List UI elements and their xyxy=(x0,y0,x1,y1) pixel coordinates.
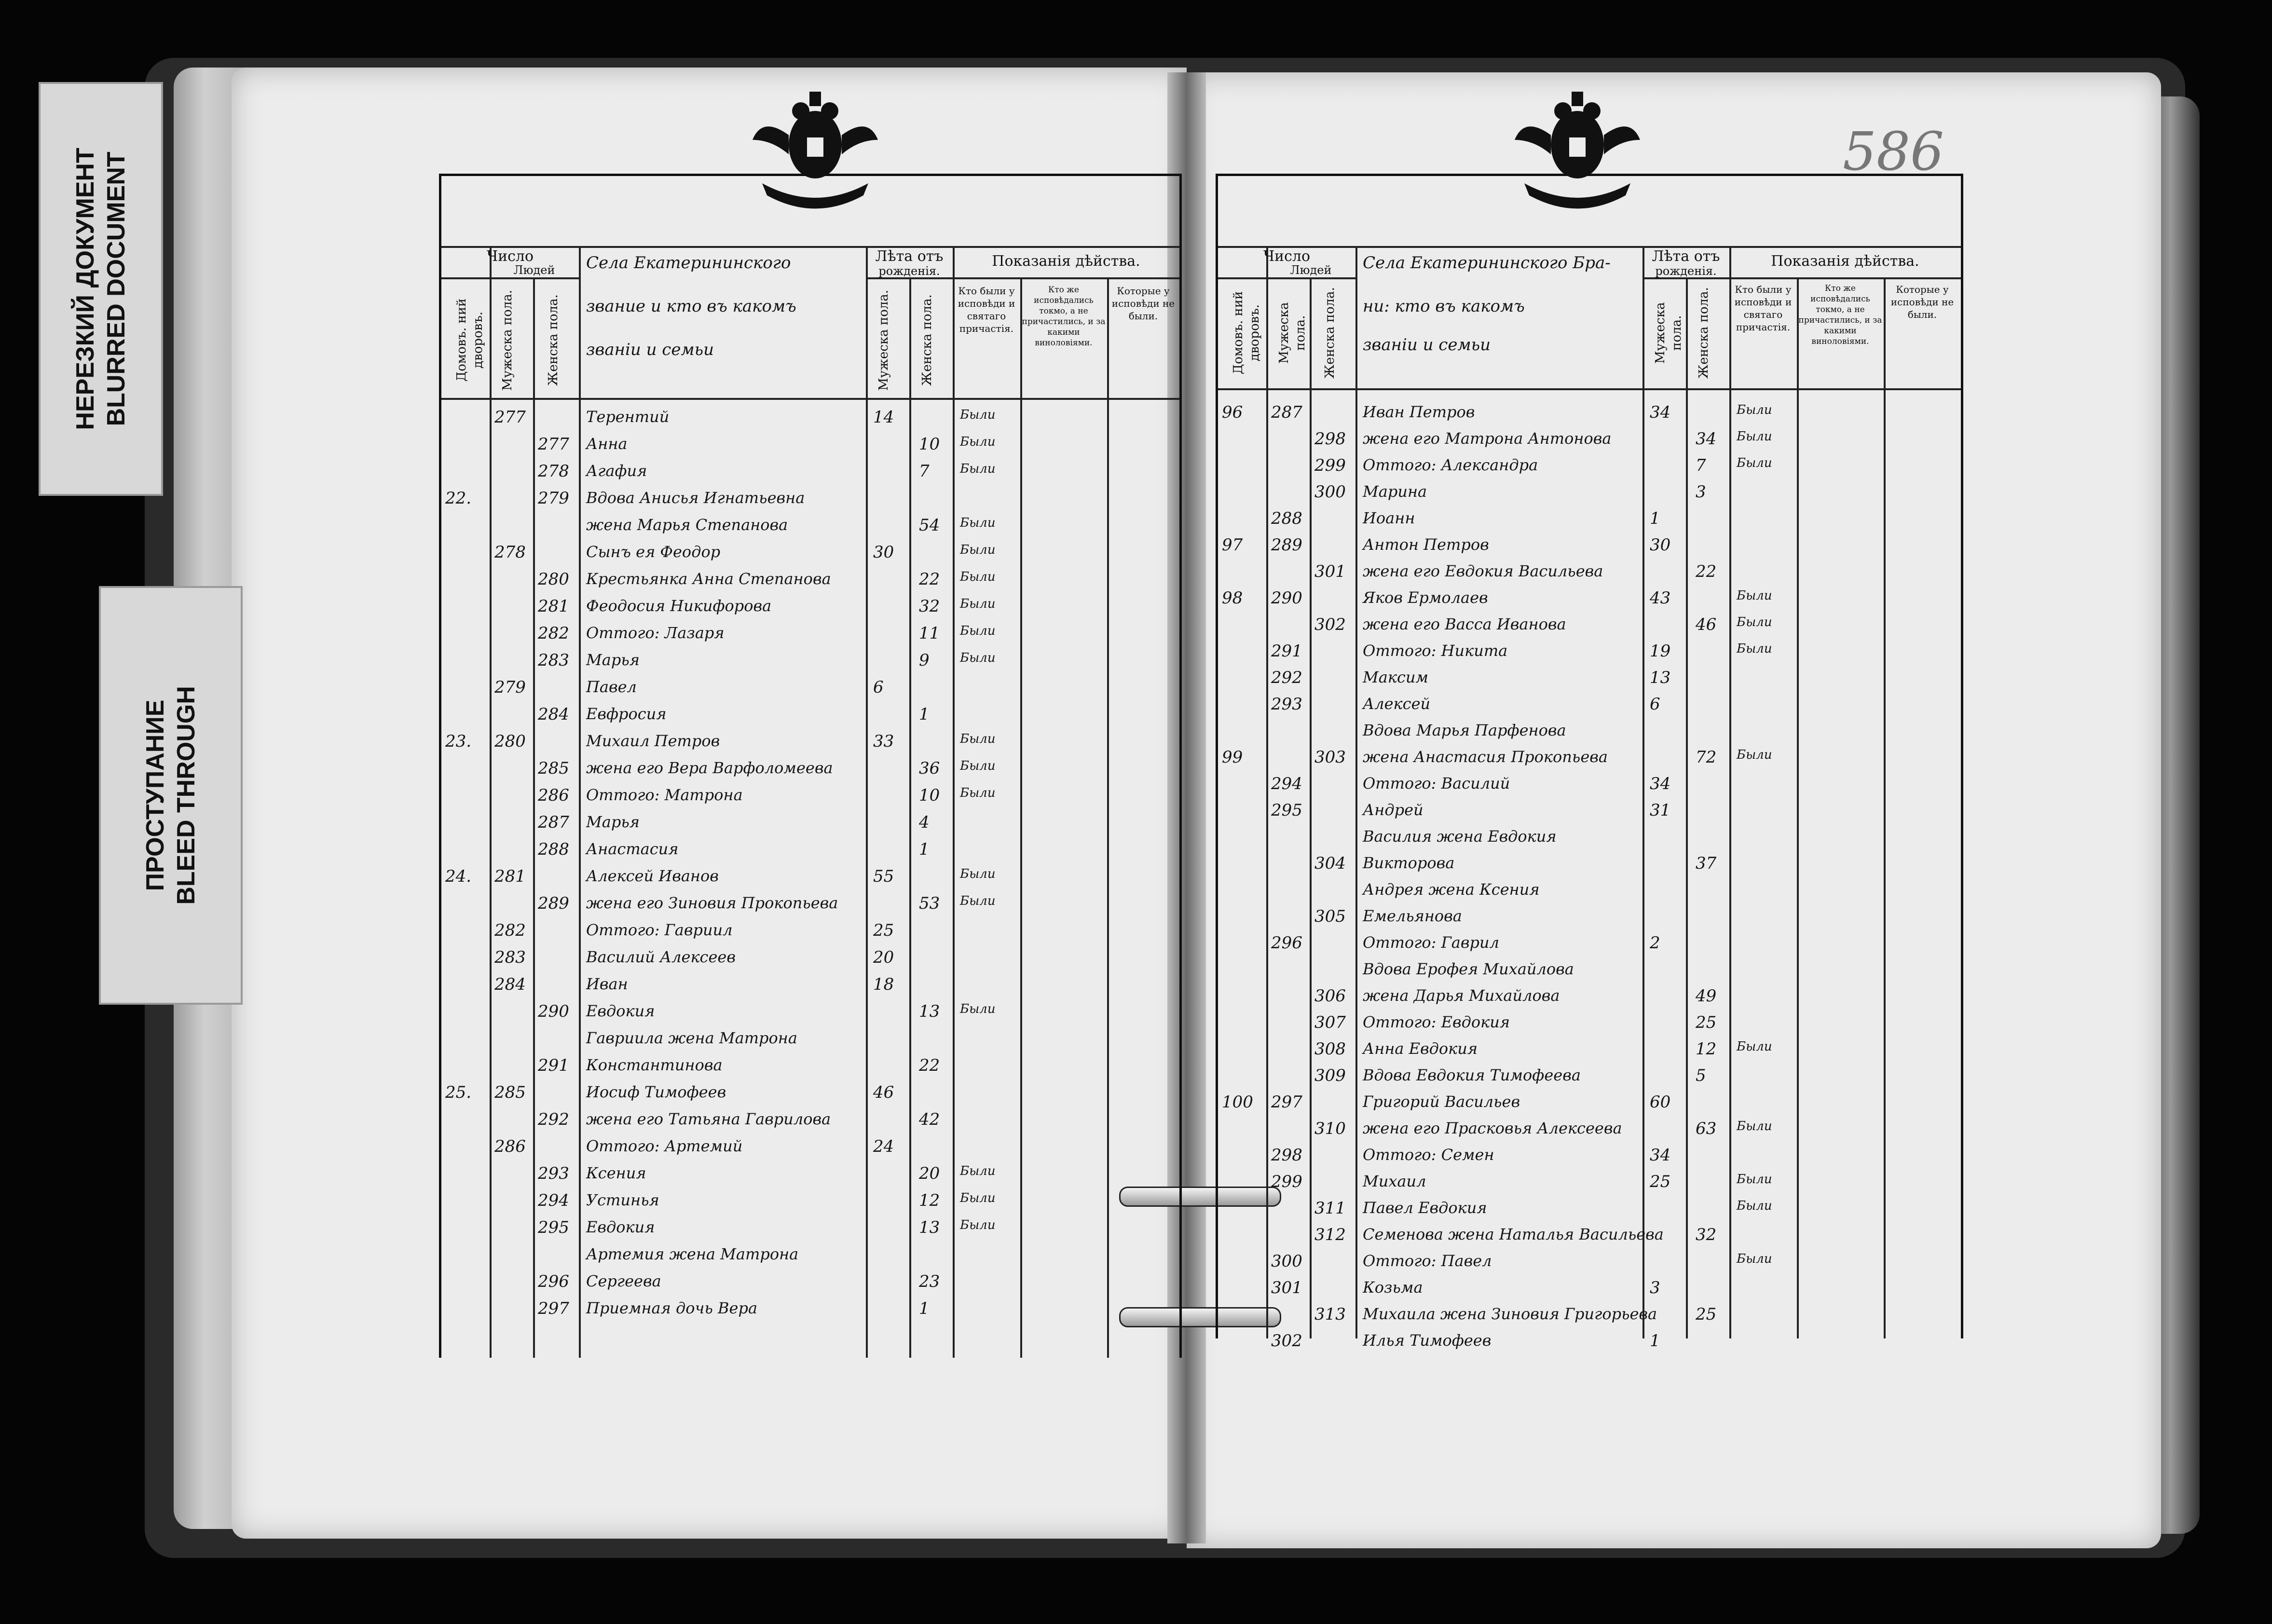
confession-status-cell: Были xyxy=(960,408,996,422)
female-age-cell: 25 xyxy=(1696,1013,1717,1032)
male-number-cell: 297 xyxy=(1271,1092,1302,1112)
female-number-cell: 291 xyxy=(538,1056,569,1075)
person-name-cell: жена его Татьяна Гаврилова xyxy=(586,1110,831,1128)
blurred-tab-line-en: BLURRED DOCUMENT xyxy=(102,151,130,426)
person-name-cell: Оттого: Евдокия xyxy=(1363,1013,1510,1031)
person-name-cell: Григорий Васильев xyxy=(1363,1092,1520,1111)
female-age-cell: 37 xyxy=(1696,854,1717,873)
header-leta-ot: Лѣта отъ xyxy=(1652,248,1720,265)
male-number-cell: 295 xyxy=(1271,801,1302,820)
person-name-cell: Евдокия xyxy=(586,1002,655,1020)
confession-status-cell: Были xyxy=(960,894,996,908)
person-name-cell: Агафия xyxy=(586,462,647,480)
person-name-cell: жена Марья Степанова xyxy=(586,516,788,534)
female-age-cell: 34 xyxy=(1696,429,1717,449)
female-age-cell: 4 xyxy=(919,813,930,832)
header-muzh: Мужеска пола. xyxy=(500,289,515,391)
column-rule xyxy=(866,246,868,1358)
column-rule xyxy=(1355,246,1357,1338)
female-age-cell: 49 xyxy=(1696,986,1717,1006)
person-name-cell: Марья xyxy=(586,651,640,669)
person-name-cell: Андрея жена Ксения xyxy=(1363,880,1540,899)
person-name-cell: Козьма xyxy=(1363,1278,1423,1296)
female-number-cell: 277 xyxy=(538,435,569,454)
male-number-cell: 298 xyxy=(1271,1146,1302,1165)
blurred-document-tab xyxy=(39,82,163,496)
bleed-tab-line-ru: ПРОСТУПАНИЕ xyxy=(141,699,169,891)
header-bottom-rule xyxy=(1218,388,1961,390)
confession-status-cell: Были xyxy=(960,597,996,611)
male-age-cell: 2 xyxy=(1650,933,1660,953)
confession-status-cell: Были xyxy=(960,543,996,557)
male-age-cell: 43 xyxy=(1650,588,1671,608)
male-number-cell: 291 xyxy=(1271,641,1302,661)
confession-status-cell: Были xyxy=(1737,615,1772,629)
female-age-cell: 12 xyxy=(919,1191,940,1210)
male-age-cell: 14 xyxy=(873,408,894,427)
header-chislo: Число xyxy=(486,248,534,265)
person-name-cell: Вдова Анисья Игнатьевна xyxy=(586,489,805,507)
male-number-cell: 283 xyxy=(494,948,526,967)
male-number-cell: 284 xyxy=(494,975,526,994)
person-name-cell: Устинья xyxy=(586,1191,659,1209)
column-rule xyxy=(1797,277,1799,1338)
person-name-cell: Павел Евдокия xyxy=(1363,1199,1487,1217)
person-name-cell: жена его Вера Варфоломеева xyxy=(586,759,833,777)
header-rule xyxy=(441,246,1179,248)
female-number-cell: 311 xyxy=(1314,1199,1346,1218)
person-name-cell: Оттого: Гавриил xyxy=(586,921,733,939)
left-heading-line1: Села Екатерининского xyxy=(586,253,791,273)
person-name-cell: Василия жена Евдокия xyxy=(1363,827,1557,846)
confession-status-cell: Были xyxy=(1737,403,1772,417)
right-heading-line1: Села Екатерининского Бра- xyxy=(1363,253,1611,273)
male-age-cell: 30 xyxy=(873,543,894,562)
person-name-cell: Михаила жена Зиновия Григорьева xyxy=(1363,1305,1657,1323)
column-rule xyxy=(533,277,535,1358)
female-number-cell: 308 xyxy=(1314,1039,1346,1059)
male-number-cell: 294 xyxy=(1271,774,1302,793)
female-number-cell: 312 xyxy=(1314,1225,1346,1244)
male-age-cell: 6 xyxy=(873,678,884,697)
confession-status-cell: Были xyxy=(960,462,996,476)
person-name-cell: Марина xyxy=(1363,482,1427,501)
female-number-cell: 307 xyxy=(1314,1013,1346,1032)
column-rule xyxy=(1642,246,1644,1338)
male-number-cell: 279 xyxy=(494,678,526,697)
person-name-cell: жена его Евдокия Васильева xyxy=(1363,562,1603,580)
male-age-cell: 30 xyxy=(1650,535,1671,555)
person-name-cell: Гавриила жена Матрона xyxy=(586,1029,797,1047)
male-number-cell: 302 xyxy=(1271,1331,1302,1351)
female-number-cell: 295 xyxy=(538,1218,569,1237)
female-age-cell: 53 xyxy=(919,894,940,913)
header-col-byli: Кто были у исповѣди и святаго причастія. xyxy=(1734,284,1792,333)
house-number-cell: 22. xyxy=(445,489,472,508)
house-number-cell: 100 xyxy=(1222,1092,1253,1112)
confession-status-cell: Были xyxy=(960,732,996,746)
house-number-cell: 96 xyxy=(1222,403,1243,422)
female-age-cell: 63 xyxy=(1696,1119,1717,1138)
female-number-cell: 292 xyxy=(538,1110,569,1129)
header-col-nebyli: Которые у исповѣди не были. xyxy=(1111,285,1175,322)
house-number-cell: 97 xyxy=(1222,535,1243,555)
bleed-through-tab xyxy=(99,586,243,1005)
person-name-cell: Артемия жена Матрона xyxy=(586,1245,799,1263)
house-number-cell: 23. xyxy=(445,732,472,751)
female-number-cell: 304 xyxy=(1314,854,1346,873)
bleed-tab-line-en: BLEED THROUGH xyxy=(172,686,200,905)
male-age-cell: 33 xyxy=(873,732,894,751)
female-age-cell: 32 xyxy=(919,597,940,616)
header-leta-muzh: Мужеска пола. xyxy=(1653,302,1684,364)
person-name-cell: Яков Ермолаев xyxy=(1363,588,1488,607)
person-name-cell: Михаил Петров xyxy=(586,732,720,750)
confession-status-cell: Были xyxy=(960,786,996,800)
male-number-cell: 281 xyxy=(494,867,526,886)
person-name-cell: Оттого: Василий xyxy=(1363,774,1510,792)
person-name-cell: Михаил xyxy=(1363,1172,1426,1190)
male-age-cell: 60 xyxy=(1650,1092,1671,1112)
person-name-cell: Оттого: Лазаря xyxy=(586,624,725,642)
female-age-cell: 12 xyxy=(1696,1039,1717,1059)
male-number-cell: 285 xyxy=(494,1083,526,1102)
person-name-cell: Иосиф Тимофеев xyxy=(586,1083,726,1101)
header-domov: Домовъ. ний дворовъ. xyxy=(454,298,485,382)
female-number-cell: 301 xyxy=(1314,562,1346,581)
male-number-cell: 292 xyxy=(1271,668,1302,687)
male-age-cell: 25 xyxy=(1650,1172,1671,1191)
person-name-cell: Максим xyxy=(1363,668,1429,686)
male-number-cell: 301 xyxy=(1271,1278,1302,1297)
header-col-ispoved: Кто же исповѣдались токмо, а не причастились, и за какими виноловіями. xyxy=(1022,285,1106,348)
female-age-cell: 20 xyxy=(919,1164,940,1183)
male-age-cell: 24 xyxy=(873,1137,894,1156)
person-name-cell: Евфросия xyxy=(586,705,667,723)
column-rule xyxy=(490,246,492,1358)
female-age-cell: 42 xyxy=(919,1110,940,1129)
person-name-cell: Оттого: Артемий xyxy=(586,1137,743,1155)
column-rule xyxy=(909,277,911,1358)
person-name-cell: Оттого: Александра xyxy=(1363,456,1538,474)
confession-status-cell: Были xyxy=(960,435,996,449)
person-name-cell: Андрей xyxy=(1363,801,1423,819)
confession-status-cell: Были xyxy=(1737,641,1772,656)
header-leta-zhen: Женска пола. xyxy=(920,294,934,386)
confession-status-cell: Были xyxy=(1737,429,1772,444)
female-age-cell: 10 xyxy=(919,786,940,805)
confession-status-cell: Были xyxy=(960,1191,996,1205)
female-age-cell: 54 xyxy=(919,516,940,535)
female-number-cell: 309 xyxy=(1314,1066,1346,1085)
person-name-cell: Иоанн xyxy=(1363,509,1415,527)
person-name-cell: Анастасия xyxy=(586,840,679,858)
column-rule xyxy=(1020,277,1022,1358)
person-name-cell: Семенова жена Наталья Васильева xyxy=(1363,1225,1664,1243)
female-number-cell: 289 xyxy=(538,894,569,913)
confession-status-cell: Были xyxy=(1737,588,1772,603)
female-age-cell: 11 xyxy=(919,624,940,643)
confession-status-cell: Были xyxy=(960,759,996,773)
header-rozhdeniya: рожденія. xyxy=(1655,264,1717,278)
confession-status-cell: Были xyxy=(1737,1119,1772,1133)
column-rule xyxy=(1884,277,1886,1338)
house-number-cell: 98 xyxy=(1222,588,1243,608)
male-number-cell: 280 xyxy=(494,732,526,751)
male-number-cell: 288 xyxy=(1271,509,1302,528)
house-number-cell: 24. xyxy=(445,867,472,886)
male-age-cell: 55 xyxy=(873,867,894,886)
male-age-cell: 13 xyxy=(1650,668,1671,687)
female-age-cell: 36 xyxy=(919,759,940,778)
person-name-cell: Василий Алексеев xyxy=(586,948,736,966)
confession-status-cell: Были xyxy=(1737,748,1772,762)
header-pokazaniya: Показанія дѣйства. xyxy=(992,253,1140,270)
male-number-cell: 300 xyxy=(1271,1252,1302,1271)
person-name-cell: Оттого: Семен xyxy=(1363,1146,1494,1164)
male-number-cell: 278 xyxy=(494,543,526,562)
male-age-cell: 3 xyxy=(1650,1278,1660,1297)
female-age-cell: 1 xyxy=(919,705,930,724)
female-number-cell: 298 xyxy=(1314,429,1346,449)
female-number-cell: 284 xyxy=(538,705,569,724)
confession-status-cell: Были xyxy=(1737,1252,1772,1266)
female-number-cell: 285 xyxy=(538,759,569,778)
person-name-cell: Сынъ ея Феодор xyxy=(586,543,721,561)
person-name-cell: Вдова Ерофея Михайлова xyxy=(1363,960,1574,978)
female-number-cell: 310 xyxy=(1314,1119,1346,1138)
female-number-cell: 306 xyxy=(1314,986,1346,1006)
female-number-cell: 283 xyxy=(538,651,569,670)
male-age-cell: 31 xyxy=(1650,801,1671,820)
female-number-cell: 288 xyxy=(538,840,569,859)
column-rule xyxy=(1729,246,1731,1338)
female-number-cell: 297 xyxy=(538,1299,569,1318)
person-name-cell: Евдокия xyxy=(586,1218,655,1236)
confession-status-cell: Были xyxy=(960,570,996,584)
column-rule xyxy=(1686,277,1688,1338)
confession-status-cell: Были xyxy=(960,651,996,665)
person-name-cell: Крестьянка Анна Степанова xyxy=(586,570,831,588)
person-name-cell: Анна xyxy=(586,435,628,453)
page-number: 586 xyxy=(1843,121,1944,182)
left-heading-line2: звание и кто въ какомъ xyxy=(586,297,796,316)
male-number-cell: 286 xyxy=(494,1137,526,1156)
female-number-cell: 286 xyxy=(538,786,569,805)
header-col-byli: Кто были у исповѣди и святаго причастія. xyxy=(958,285,1015,334)
right-register-table xyxy=(1216,174,1963,1351)
header-leta-muzh: Мужеска пола. xyxy=(876,289,891,391)
female-age-cell: 22 xyxy=(919,1056,940,1075)
person-name-cell: Терентий xyxy=(586,408,670,426)
person-name-cell: Алексей xyxy=(1363,695,1431,713)
male-age-cell: 1 xyxy=(1650,1331,1660,1351)
person-name-cell: Алексей Иванов xyxy=(586,867,719,885)
header-lyudey: Людей xyxy=(1290,263,1332,277)
person-name-cell: Оттого: Павел xyxy=(1363,1252,1492,1270)
male-age-cell: 34 xyxy=(1650,774,1671,793)
header-domov: Домовъ. ний дворовъ. xyxy=(1231,291,1262,375)
male-age-cell: 25 xyxy=(873,921,894,940)
female-age-cell: 22 xyxy=(1696,562,1717,581)
female-number-cell: 302 xyxy=(1314,615,1346,634)
confession-status-cell: Были xyxy=(960,1218,996,1232)
female-age-cell: 13 xyxy=(919,1002,940,1021)
right-heading-line2: ни: кто въ какомъ xyxy=(1363,297,1525,316)
confession-status-cell: Были xyxy=(1737,1172,1772,1187)
header-rule xyxy=(1218,246,1961,248)
male-number-cell: 282 xyxy=(494,921,526,940)
female-number-cell: 287 xyxy=(538,813,569,832)
person-name-cell: Приемная дочь Вера xyxy=(586,1299,758,1317)
person-name-cell: Феодосия Никифорова xyxy=(586,597,772,615)
male-age-cell: 34 xyxy=(1650,1146,1671,1165)
female-age-cell: 22 xyxy=(919,570,940,589)
blurred-tab-line-ru: НЕРЕЗКИЙ ДОКУМЕНТ xyxy=(71,148,99,430)
person-name-cell: Марья xyxy=(586,813,640,831)
header-bottom-rule xyxy=(441,398,1179,400)
person-name-cell: Илья Тимофеев xyxy=(1363,1331,1492,1350)
person-name-cell: Оттого: Гаврил xyxy=(1363,933,1499,952)
person-name-cell: Анна Евдокия xyxy=(1363,1039,1478,1058)
person-name-cell: Вдова Марья Парфенова xyxy=(1363,721,1566,739)
person-name-cell: жена Анастасия Прокопьева xyxy=(1363,748,1608,766)
person-name-cell: жена его Васса Иванова xyxy=(1363,615,1566,633)
house-number-cell: 25. xyxy=(445,1083,472,1102)
female-number-cell: 305 xyxy=(1314,907,1346,926)
male-age-cell: 1 xyxy=(1650,509,1660,528)
male-age-cell: 18 xyxy=(873,975,894,994)
female-age-cell: 23 xyxy=(919,1272,940,1291)
house-number-cell: 99 xyxy=(1222,748,1243,767)
female-number-cell: 282 xyxy=(538,624,569,643)
person-name-cell: Антон Петров xyxy=(1363,535,1489,554)
female-age-cell: 9 xyxy=(919,651,930,670)
female-age-cell: 25 xyxy=(1696,1305,1717,1324)
female-age-cell: 7 xyxy=(919,462,930,481)
person-name-cell: Константинова xyxy=(586,1056,723,1074)
header-leta-ot: Лѣта отъ xyxy=(875,248,944,265)
female-age-cell: 46 xyxy=(1696,615,1717,634)
male-number-cell: 296 xyxy=(1271,933,1302,953)
female-age-cell: 13 xyxy=(919,1218,940,1237)
left-heading-line3: званіи и семьи xyxy=(586,340,714,359)
person-name-cell: жена его Прасковья Алексеева xyxy=(1363,1119,1622,1137)
female-number-cell: 279 xyxy=(538,489,569,508)
header-col-ispoved: Кто же исповѣдались токмо, а не причастились, и за какими виноловіями. xyxy=(1798,284,1882,346)
confession-status-cell: Были xyxy=(960,624,996,638)
female-number-cell: 299 xyxy=(1314,456,1346,475)
male-age-cell: 19 xyxy=(1650,641,1671,661)
header-leta-zhen: Женска пола. xyxy=(1697,287,1711,379)
female-number-cell: 296 xyxy=(538,1272,569,1291)
person-name-cell: Вдова Евдокия Тимофеева xyxy=(1363,1066,1581,1084)
column-rule xyxy=(1107,277,1109,1358)
person-name-cell: Оттого: Матрона xyxy=(586,786,743,804)
female-number-cell: 281 xyxy=(538,597,569,616)
male-age-cell: 46 xyxy=(873,1083,894,1102)
male-number-cell: 290 xyxy=(1271,588,1302,608)
confession-status-cell: Были xyxy=(960,1164,996,1178)
header-muzh: Мужеска пола. xyxy=(1277,302,1308,364)
header-chislo: Число xyxy=(1263,248,1311,265)
column-rule xyxy=(1266,246,1268,1338)
female-age-cell: 72 xyxy=(1696,748,1717,767)
male-number-cell: 287 xyxy=(1271,403,1302,422)
confession-status-cell: Были xyxy=(1737,1199,1772,1213)
female-age-cell: 3 xyxy=(1696,482,1706,502)
female-number-cell: 313 xyxy=(1314,1305,1346,1324)
female-number-cell: 280 xyxy=(538,570,569,589)
person-name-cell: Иван xyxy=(586,975,628,993)
male-age-cell: 20 xyxy=(873,948,894,967)
confession-status-cell: Были xyxy=(960,867,996,881)
female-number-cell: 290 xyxy=(538,1002,569,1021)
female-age-cell: 5 xyxy=(1696,1066,1706,1085)
person-name-cell: Иван Петров xyxy=(1363,403,1475,421)
confession-status-cell: Были xyxy=(1737,456,1772,470)
person-name-cell: Викторова xyxy=(1363,854,1455,872)
column-rule xyxy=(579,246,581,1358)
male-number-cell: 299 xyxy=(1271,1172,1302,1191)
column-rule xyxy=(1310,277,1312,1338)
female-number-cell: 303 xyxy=(1314,748,1346,767)
person-name-cell: жена его Зиновия Прокопьева xyxy=(586,894,838,912)
female-age-cell: 1 xyxy=(919,840,930,859)
person-name-cell: жена Дарья Михайлова xyxy=(1363,986,1560,1005)
person-name-cell: Ксения xyxy=(586,1164,646,1182)
confession-status-cell: Были xyxy=(1737,1039,1772,1054)
female-age-cell: 10 xyxy=(919,435,940,454)
person-name-cell: Павел xyxy=(586,678,637,696)
female-number-cell: 278 xyxy=(538,462,569,481)
male-age-cell: 34 xyxy=(1650,403,1671,422)
person-name-cell: Емельянова xyxy=(1363,907,1462,925)
male-age-cell: 6 xyxy=(1650,695,1660,714)
male-number-cell: 277 xyxy=(494,408,526,427)
confession-status-cell: Были xyxy=(960,516,996,530)
female-age-cell: 32 xyxy=(1696,1225,1717,1244)
header-zhen: Женска пола. xyxy=(546,294,561,386)
header-zhen: Женска пола. xyxy=(1323,287,1337,379)
left-register-table xyxy=(439,174,1182,1358)
person-name-cell: Сергеева xyxy=(586,1272,661,1290)
header-pokazaniya: Показанія дѣйства. xyxy=(1771,253,1919,270)
header-rozhdeniya: рожденія. xyxy=(878,264,940,278)
male-number-cell: 293 xyxy=(1271,695,1302,714)
female-number-cell: 294 xyxy=(538,1191,569,1210)
right-heading-line3: званіи и семьи xyxy=(1363,335,1491,355)
female-number-cell: 293 xyxy=(538,1164,569,1183)
female-age-cell: 7 xyxy=(1696,456,1706,475)
female-number-cell: 300 xyxy=(1314,482,1346,502)
person-name-cell: Оттого: Никита xyxy=(1363,641,1508,660)
male-number-cell: 289 xyxy=(1271,535,1302,555)
confession-status-cell: Были xyxy=(960,1002,996,1016)
person-name-cell: жена его Матрона Антонова xyxy=(1363,429,1612,448)
column-rule xyxy=(953,246,955,1358)
header-col-nebyli: Которые у исповѣди не были. xyxy=(1890,284,1954,320)
female-age-cell: 1 xyxy=(919,1299,930,1318)
header-lyudey: Людей xyxy=(513,263,555,277)
